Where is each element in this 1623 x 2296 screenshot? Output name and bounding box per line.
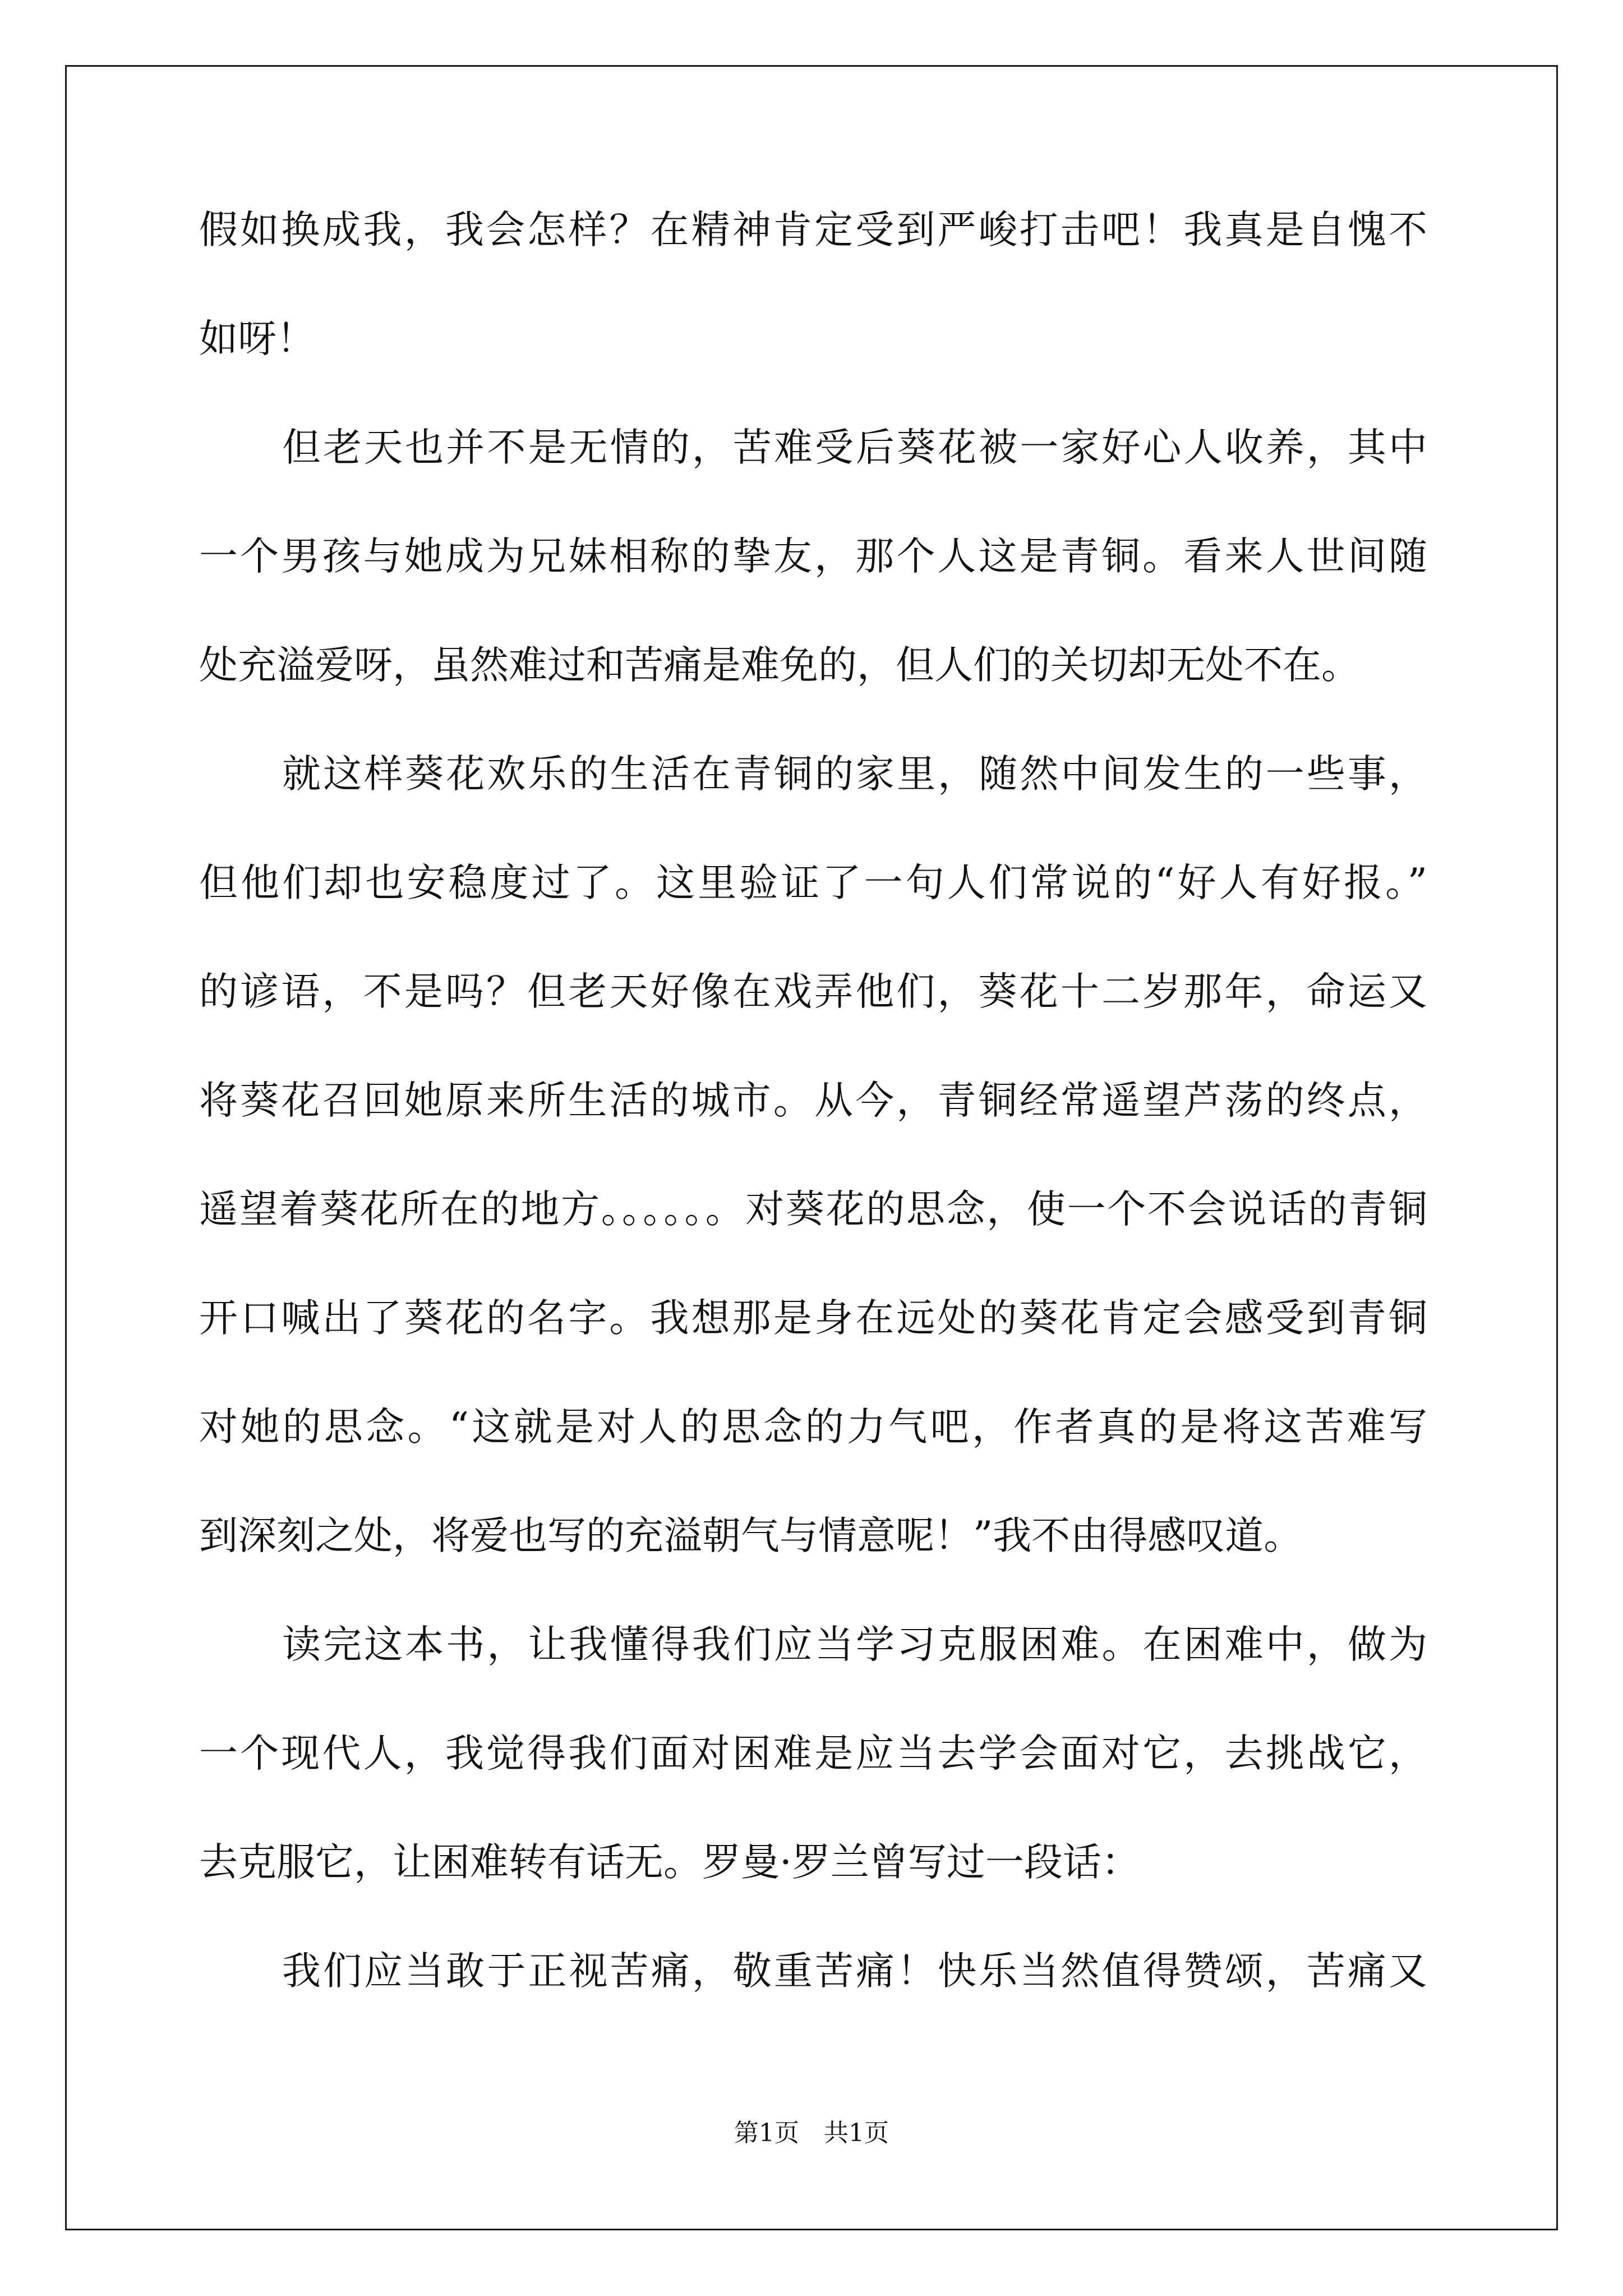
page-footer: 第1页 共1页 xyxy=(734,2119,889,2147)
text-line: 读完这本书，让我懂得我们应当学习克服困难。在困难中，做为 xyxy=(282,1622,1427,1667)
text-line: 处充溢爱呀，虽然难过和苦痛是难免的，但人们的关切却无处不在。 xyxy=(199,643,1360,688)
text-line: 开口喊出了葵花的名字。我想那是身在远处的葵花肯定会感受到青铜 xyxy=(199,1296,1427,1341)
text-line: 假如换成我，我会怎样？在精神肯定受到严峻打击吧！我真是自愧不 xyxy=(199,208,1427,252)
text-line: 但他们却也安稳度过了。这里验证了一句人们常说的“好人有好报。” xyxy=(199,861,1427,905)
text-line: 去克服它，让困难转有话无。罗曼·罗兰曾写过一段话： xyxy=(199,1840,1140,1885)
text-line: 遥望着葵花所在的地方。。。。。。对葵花的思念，使一个不会说话的青铜 xyxy=(199,1187,1427,1232)
text-line: 如呀！ xyxy=(199,316,315,361)
text-line: 到深刻之处，将爱也写的充溢朝气与情意呢！”我不由得感叹道。 xyxy=(199,1513,1303,1558)
text-line: 对她的思念。“这就是对人的思念的力气吧，作者真的是将这苦难写 xyxy=(199,1405,1427,1450)
text-line: 一个男孩与她成为兄妹相称的挚友，那个人这是青铜。看来人世间随 xyxy=(199,534,1427,579)
text-line: 就这样葵花欢乐的生活在青铜的家里，随然中间发生的一些事， xyxy=(282,752,1427,797)
text-line: 一个现代人，我觉得我们面对困难是应当去学会面对它，去挑战它， xyxy=(199,1731,1427,1776)
document-body xyxy=(199,210,1427,2060)
text-line: 但老天也并不是无情的，苦难受后葵花被一家好心人收养，其中 xyxy=(282,425,1427,470)
text-line: 将葵花召回她原来所生活的城市。从今，青铜经常遥望芦荡的终点， xyxy=(199,1078,1427,1123)
text-line: 我们应当敢于正视苦痛，敬重苦痛！快乐当然值得赞颂，苦痛又 xyxy=(282,1949,1427,1994)
text-line: 的谚语，不是吗？但老天好像在戏弄他们，葵花十二岁那年，命运又 xyxy=(199,969,1427,1014)
